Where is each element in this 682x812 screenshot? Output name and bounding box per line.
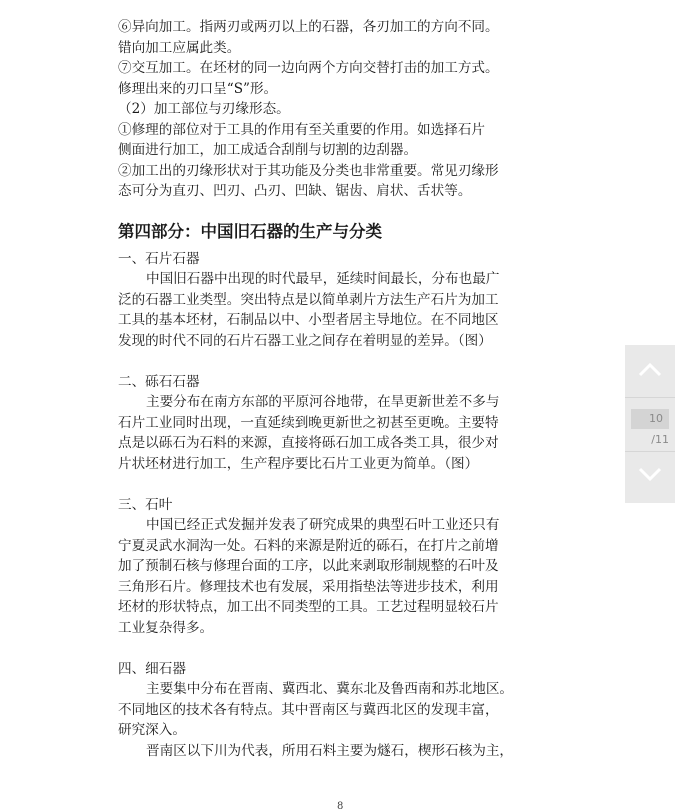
text-line: 修理出来的刃口呈“S”形。 [118,80,278,97]
next-page-button[interactable] [625,451,675,503]
section-title: 三、石叶 [118,496,173,513]
text-line: 加了预制石核与修理台面的工序，以此来剥取形制规整的石叶及 [118,558,499,574]
document-content [118,17,568,761]
text-line: 晋南区以下川为代表，所用石料主要为燧石，楔形石核为主， [146,742,514,759]
text-line: 泛的石器工业类型。突出特点是以简单剥片方法生产石片为加工 [118,291,499,308]
text-line: 主要分布在南方东部的平原河谷地带，在旱更新世差不多与 [146,394,500,410]
text-line: 宁夏灵武水洞沟一处。石料的来源是附近的砾石，在打片之前增 [118,537,499,554]
total-pages-label: /11 [651,433,669,446]
text-line: 主要集中分布在晋南、冀西北、冀东北及鲁西南和苏北地区。 [146,681,514,697]
section-title: 四、细石器 [118,660,186,677]
text-line: 坯材的形状特点，加工出不同类型的工具。工艺过程明显较石片 [118,599,499,615]
spacer [118,638,568,659]
text-line: 不同地区的技术各有特点。其中晋南区与冀西北区的发现丰富， [118,701,499,718]
top-paragraphs [118,17,568,202]
text-line: ②加工出的刃缘形状对于其功能及分类也非常重要。常见刃缘形 [118,162,499,179]
text-line: ①修理的部位对于工具的作用有至关重要的作用。如选择石片 [118,121,486,138]
text-line: 中国已经正式发掘并发表了研究成果的典型石叶工业还只有 [146,517,500,533]
text-line: 工具的基本坯材，石制品以中、小型者居主导地位。在不同地区 [118,312,499,328]
text-line: 中国旧石器中出现的时代最早，延续时间最长，分布也最广 [146,271,500,287]
text-line: 研究深入。 [118,722,186,738]
section-blades [118,495,568,639]
chevron-up-icon [638,361,662,377]
page-number-mark: 8 [337,801,344,812]
text-line: 态可分为直刃、凹刃、凸刃、凹缺、锯齿、肩状、舌状等。 [118,183,472,199]
section-microliths [118,659,568,762]
text-line: 侧面进行加工，加工成适合刮削与切割的边刮器。 [118,142,418,158]
text-line: ⑦交互加工。在坯材的同一边向两个方向交替打击的加工方式。 [118,60,499,76]
text-line: 发现的时代不同的石片石器工业之间存在着明显的差异。（图） [118,332,492,349]
text-line: 石片工业同时出现，一直延续到晚更新世之初甚至更晚。主要特 [118,414,499,431]
spacer [118,474,568,495]
text-line: 点是以砾石为石料的来源，直接将砾石加工成各类工具，很少对 [118,435,499,451]
text-line: 工业复杂得多。 [118,619,214,636]
chevron-down-icon [638,467,662,483]
text-line: 错向加工应属此类。 [118,39,241,56]
section-title: 一、石片石器 [118,250,200,267]
text-line: （2）加工部位与刃缘形态。 [118,101,290,117]
divider [625,397,675,398]
text-line: 片状坯材进行加工，生产程序要比石片工业更为简单。（图） [118,455,479,472]
section-heading: 第四部分：中国旧石器的生产与分类 [118,221,382,241]
section-flake-tools [118,249,568,352]
section-title: 二、砾石石器 [118,373,200,390]
text-line: 三角形石片。修理技术也有发展，采用指垫法等进步技术，利用 [118,578,499,595]
page-navigator [625,345,675,503]
section-pebble-tools [118,372,568,475]
previous-page-button[interactable] [625,345,675,397]
text-line: ⑥异向加工。指两刃或两刃以上的石器，各刃加工的方向不同。 [118,19,499,35]
spacer [118,351,568,372]
current-page-field[interactable]: 10 [631,409,669,429]
